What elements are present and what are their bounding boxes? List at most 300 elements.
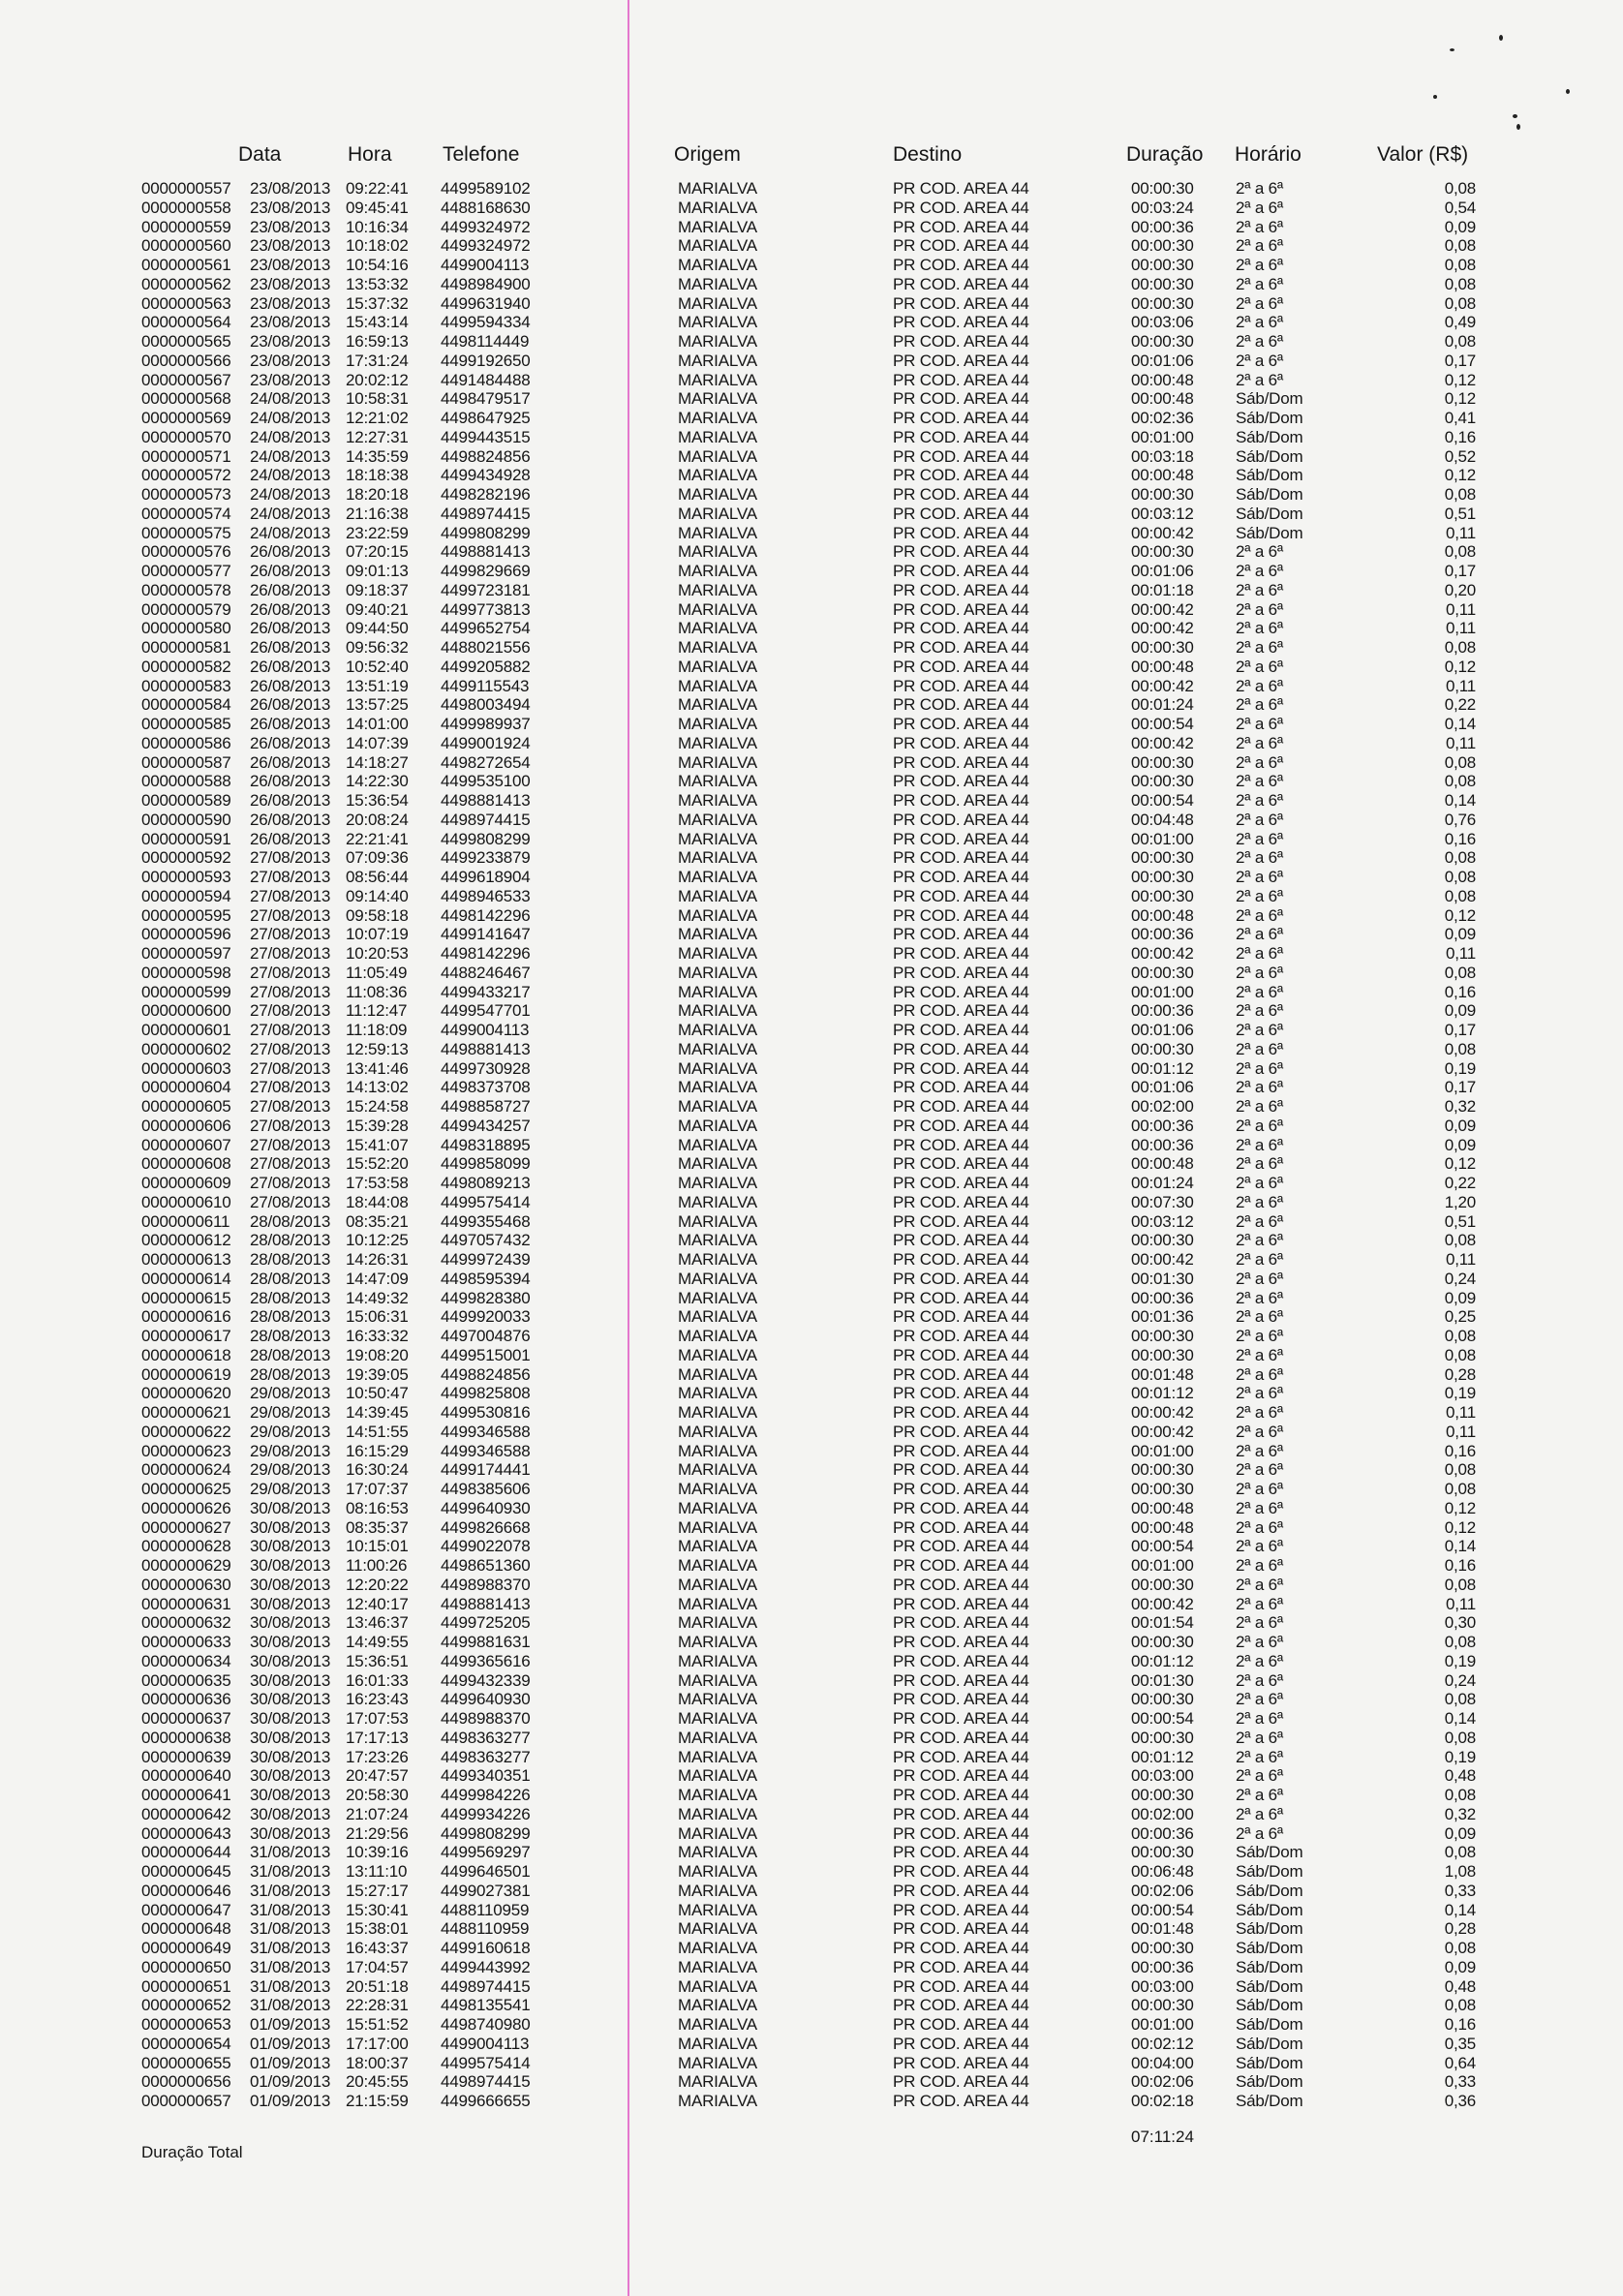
- cell-destino: PR COD. AREA 44: [893, 1384, 1029, 1403]
- cell-origem: MARIALVA: [678, 1403, 757, 1422]
- cell-hora: 09:45:41: [346, 198, 409, 217]
- cell-horario: 2ª a 6ª: [1236, 1670, 1283, 1690]
- cell-origem: MARIALVA: [678, 925, 757, 944]
- cell-id: 0000000568: [141, 389, 231, 409]
- cell-id: 0000000559: [141, 217, 231, 236]
- cell-id: 0000000637: [141, 1709, 231, 1728]
- cell-destino: PR COD. AREA 44: [893, 1747, 1029, 1766]
- cell-hora: 20:02:12: [346, 370, 409, 389]
- cell-data: 31/08/2013: [250, 1939, 331, 1957]
- cell-duracao: 00:00:30: [1131, 1345, 1194, 1364]
- cell-duracao: 00:00:30: [1131, 886, 1194, 905]
- cell-valor: 0,12: [1444, 389, 1476, 409]
- cell-destino: PR COD. AREA 44: [893, 1345, 1029, 1364]
- cell-data: 28/08/2013: [250, 1364, 331, 1384]
- cell-data: 26/08/2013: [250, 562, 331, 580]
- header-data: Data: [238, 143, 282, 166]
- cell-data: 23/08/2013: [250, 274, 331, 293]
- cell-telefone: 4498824856: [441, 446, 531, 466]
- cell-duracao: 00:06:48: [1131, 1862, 1194, 1881]
- cell-origem: MARIALVA: [678, 1537, 757, 1556]
- cell-id: 0000000611: [141, 1211, 230, 1231]
- cell-duracao: 00:00:42: [1131, 619, 1194, 638]
- cell-id: 0000000601: [141, 1021, 231, 1039]
- cell-destino: PR COD. AREA 44: [893, 1058, 1029, 1078]
- cell-id: 0000000570: [141, 427, 231, 446]
- cell-id: 0000000635: [141, 1670, 231, 1690]
- cell-duracao: 00:00:48: [1131, 1154, 1194, 1174]
- cell-data: 30/08/2013: [250, 1613, 331, 1633]
- cell-origem: MARIALVA: [678, 772, 757, 791]
- cell-data: 23/08/2013: [250, 351, 331, 370]
- cell-valor: 0,24: [1444, 1670, 1476, 1690]
- cell-horario: Sáb/Dom: [1236, 523, 1303, 542]
- cell-telefone: 4499515001: [441, 1345, 531, 1364]
- cell-data: 30/08/2013: [250, 1690, 331, 1709]
- cell-data: 23/08/2013: [250, 217, 331, 236]
- cell-telefone: 4499881631: [441, 1633, 531, 1651]
- cell-hora: 14:07:39: [346, 733, 409, 752]
- cell-telefone: 4498881413: [441, 1594, 531, 1613]
- header-duracao: Duração: [1126, 143, 1204, 166]
- cell-valor: 0,08: [1444, 1939, 1476, 1957]
- cell-horario: 2ª a 6ª: [1236, 1786, 1283, 1804]
- cell-hora: 13:57:25: [346, 695, 409, 715]
- cell-destino: PR COD. AREA 44: [893, 733, 1029, 752]
- cell-telefone: 4498881413: [441, 1039, 531, 1058]
- cell-destino: PR COD. AREA 44: [893, 198, 1029, 217]
- cell-destino: PR COD. AREA 44: [893, 1881, 1029, 1900]
- cell-duracao: 00:01:12: [1131, 1747, 1194, 1766]
- cell-hora: 10:54:16: [346, 256, 409, 274]
- cell-telefone: 4488110959: [441, 1900, 530, 1919]
- cell-destino: PR COD. AREA 44: [893, 542, 1029, 562]
- cell-telefone: 4499618904: [441, 868, 531, 886]
- cell-duracao: 00:01:48: [1131, 1919, 1194, 1939]
- cell-telefone: 4499434928: [441, 466, 531, 485]
- cell-hora: 20:47:57: [346, 1766, 409, 1786]
- cell-destino: PR COD. AREA 44: [893, 274, 1029, 293]
- cell-valor: 0,08: [1444, 772, 1476, 791]
- cell-valor: 0,48: [1444, 1766, 1476, 1786]
- cell-id: 0000000654: [141, 2034, 231, 2053]
- cell-valor: 0,08: [1444, 256, 1476, 274]
- cell-horario: 2ª a 6ª: [1236, 1403, 1283, 1422]
- cell-horario: 2ª a 6ª: [1236, 1345, 1283, 1364]
- cell-destino: PR COD. AREA 44: [893, 1154, 1029, 1174]
- cell-horario: Sáb/Dom: [1236, 466, 1303, 485]
- cell-hora: 22:21:41: [346, 829, 409, 848]
- cell-destino: PR COD. AREA 44: [893, 1766, 1029, 1786]
- cell-horario: 2ª a 6ª: [1236, 236, 1283, 256]
- cell-id: 0000000642: [141, 1804, 231, 1823]
- cell-origem: MARIALVA: [678, 1900, 757, 1919]
- cell-id: 0000000636: [141, 1690, 231, 1709]
- cell-valor: 0,14: [1444, 791, 1476, 810]
- cell-horario: 2ª a 6ª: [1236, 733, 1283, 752]
- cell-data: 27/08/2013: [250, 963, 331, 982]
- cell-hora: 08:56:44: [346, 868, 409, 886]
- cell-data: 27/08/2013: [250, 1174, 331, 1192]
- cell-hora: 17:23:26: [346, 1747, 409, 1766]
- cell-id: 0000000631: [141, 1594, 231, 1613]
- cell-telefone: 4499640930: [441, 1690, 531, 1709]
- cell-hora: 17:31:24: [346, 351, 409, 370]
- cell-valor: 0,09: [1444, 217, 1476, 236]
- cell-data: 30/08/2013: [250, 1823, 331, 1843]
- cell-duracao: 00:01:12: [1131, 1651, 1194, 1670]
- cell-destino: PR COD. AREA 44: [893, 944, 1029, 963]
- cell-valor: 0,08: [1444, 1728, 1476, 1747]
- cell-id: 0000000646: [141, 1881, 231, 1900]
- cell-data: 31/08/2013: [250, 1919, 331, 1939]
- cell-id: 0000000564: [141, 313, 231, 332]
- cell-horario: 2ª a 6ª: [1236, 1116, 1283, 1135]
- cell-horario: 2ª a 6ª: [1236, 657, 1283, 676]
- cell-id: 0000000644: [141, 1843, 231, 1862]
- cell-horario: 2ª a 6ª: [1236, 1001, 1283, 1021]
- cell-hora: 13:41:46: [346, 1058, 409, 1078]
- cell-valor: 0,08: [1444, 293, 1476, 313]
- cell-valor: 0,22: [1444, 1174, 1476, 1192]
- cell-duracao: 00:00:30: [1131, 332, 1194, 351]
- cell-valor: 0,24: [1444, 1269, 1476, 1288]
- cell-horario: Sáb/Dom: [1236, 1957, 1303, 1976]
- cell-id: 0000000573: [141, 485, 231, 504]
- cell-horario: 2ª a 6ª: [1236, 868, 1283, 886]
- cell-horario: 2ª a 6ª: [1236, 1613, 1283, 1633]
- cell-duracao: 00:01:00: [1131, 1441, 1194, 1460]
- cell-valor: 0,12: [1444, 466, 1476, 485]
- cell-origem: MARIALVA: [678, 351, 757, 370]
- cell-id: 0000000625: [141, 1480, 231, 1498]
- cell-duracao: 00:02:00: [1131, 1804, 1194, 1823]
- cell-id: 0000000655: [141, 2053, 231, 2072]
- cell-duracao: 00:00:30: [1131, 1327, 1194, 1345]
- cell-horario: 2ª a 6ª: [1236, 1823, 1283, 1843]
- cell-data: 28/08/2013: [250, 1211, 331, 1231]
- cell-horario: 2ª a 6ª: [1236, 217, 1283, 236]
- cell-destino: PR COD. AREA 44: [893, 1900, 1029, 1919]
- cell-horario: 2ª a 6ª: [1236, 179, 1283, 198]
- cell-valor: 0,30: [1444, 1613, 1476, 1633]
- cell-destino: PR COD. AREA 44: [893, 217, 1029, 236]
- cell-valor: 0,11: [1445, 1250, 1476, 1269]
- cell-duracao: 00:01:00: [1131, 1556, 1194, 1575]
- cell-hora: 10:39:16: [346, 1843, 409, 1862]
- cell-hora: 15:30:41: [346, 1900, 409, 1919]
- cell-telefone: 4488110959: [441, 1919, 530, 1939]
- cell-valor: 0,11: [1445, 523, 1476, 542]
- cell-hora: 14:51:55: [346, 1422, 409, 1441]
- cell-destino: PR COD. AREA 44: [893, 1633, 1029, 1651]
- cell-hora: 20:58:30: [346, 1786, 409, 1804]
- cell-telefone: 4499646501: [441, 1862, 531, 1881]
- cell-id: 0000000577: [141, 562, 231, 580]
- cell-duracao: 00:00:30: [1131, 542, 1194, 562]
- cell-id: 0000000647: [141, 1900, 231, 1919]
- cell-valor: 0,51: [1444, 1211, 1476, 1231]
- cell-hora: 15:37:32: [346, 293, 409, 313]
- cell-horario: 2ª a 6ª: [1236, 1154, 1283, 1174]
- cell-data: 26/08/2013: [250, 810, 331, 829]
- cell-horario: 2ª a 6ª: [1236, 944, 1283, 963]
- cell-id: 0000000628: [141, 1537, 231, 1556]
- cell-duracao: 00:00:54: [1131, 1537, 1194, 1556]
- cell-id: 0000000574: [141, 504, 231, 523]
- cell-id: 0000000579: [141, 599, 231, 619]
- cell-origem: MARIALVA: [678, 542, 757, 562]
- cell-duracao: 00:01:12: [1131, 1058, 1194, 1078]
- cell-hora: 15:36:54: [346, 791, 409, 810]
- cell-origem: MARIALVA: [678, 1670, 757, 1690]
- cell-data: 26/08/2013: [250, 580, 331, 599]
- cell-horario: 2ª a 6ª: [1236, 293, 1283, 313]
- cell-id: 0000000624: [141, 1460, 231, 1480]
- cell-id: 0000000621: [141, 1403, 231, 1422]
- cell-duracao: 00:00:48: [1131, 389, 1194, 409]
- cell-origem: MARIALVA: [678, 1307, 757, 1327]
- cell-duracao: 00:00:36: [1131, 217, 1194, 236]
- cell-origem: MARIALVA: [678, 1594, 757, 1613]
- cell-horario: 2ª a 6ª: [1236, 810, 1283, 829]
- cell-hora: 11:00:26: [346, 1556, 408, 1575]
- cell-hora: 14:35:59: [346, 446, 409, 466]
- cell-telefone: 4499594334: [441, 313, 531, 332]
- cell-hora: 14:39:45: [346, 1403, 409, 1422]
- cell-destino: PR COD. AREA 44: [893, 485, 1029, 504]
- cell-horario: 2ª a 6ª: [1236, 1498, 1283, 1517]
- cell-id: 0000000575: [141, 523, 231, 542]
- cell-hora: 17:07:37: [346, 1480, 409, 1498]
- cell-destino: PR COD. AREA 44: [893, 1135, 1029, 1154]
- cell-hora: 18:18:38: [346, 466, 409, 485]
- cell-hora: 09:58:18: [346, 905, 409, 925]
- cell-data: 30/08/2013: [250, 1633, 331, 1651]
- cell-duracao: 00:01:06: [1131, 351, 1194, 370]
- cell-destino: PR COD. AREA 44: [893, 2053, 1029, 2072]
- cell-duracao: 00:00:30: [1131, 752, 1194, 772]
- cell-hora: 10:58:31: [346, 389, 409, 409]
- cell-data: 27/08/2013: [250, 868, 331, 886]
- cell-data: 24/08/2013: [250, 523, 331, 542]
- cell-id: 0000000652: [141, 1996, 231, 2015]
- cell-origem: MARIALVA: [678, 1460, 757, 1480]
- cell-hora: 21:16:38: [346, 504, 409, 523]
- cell-destino: PR COD. AREA 44: [893, 1116, 1029, 1135]
- cell-valor: 0,08: [1444, 752, 1476, 772]
- cell-data: 23/08/2013: [250, 313, 331, 332]
- cell-valor: 0,11: [1445, 733, 1476, 752]
- cell-id: 0000000572: [141, 466, 231, 485]
- cell-duracao: 00:00:36: [1131, 1135, 1194, 1154]
- cell-duracao: 00:02:06: [1131, 1881, 1194, 1900]
- cell-duracao: 00:00:48: [1131, 466, 1194, 485]
- cell-data: 26/08/2013: [250, 657, 331, 676]
- cell-horario: 2ª a 6ª: [1236, 638, 1283, 657]
- cell-valor: 0,35: [1444, 2034, 1476, 2053]
- cell-horario: Sáb/Dom: [1236, 2015, 1303, 2034]
- cell-hora: 15:27:17: [346, 1881, 409, 1900]
- cell-valor: 0,54: [1444, 198, 1476, 217]
- cell-hora: 14:13:02: [346, 1078, 409, 1097]
- cell-data: 26/08/2013: [250, 772, 331, 791]
- cell-hora: 09:18:37: [346, 580, 409, 599]
- cell-id: 0000000585: [141, 715, 231, 733]
- cell-origem: MARIALVA: [678, 1441, 757, 1460]
- cell-data: 31/08/2013: [250, 1900, 331, 1919]
- cell-hora: 14:18:27: [346, 752, 409, 772]
- cell-destino: PR COD. AREA 44: [893, 791, 1029, 810]
- cell-data: 24/08/2013: [250, 485, 331, 504]
- cell-valor: 0,12: [1444, 905, 1476, 925]
- cell-horario: 2ª a 6ª: [1236, 351, 1283, 370]
- cell-origem: MARIALVA: [678, 1231, 757, 1250]
- cell-destino: PR COD. AREA 44: [893, 1804, 1029, 1823]
- cell-duracao: 00:01:00: [1131, 829, 1194, 848]
- cell-duracao: 00:03:18: [1131, 446, 1194, 466]
- cell-destino: PR COD. AREA 44: [893, 1537, 1029, 1556]
- cell-valor: 0,08: [1444, 1843, 1476, 1862]
- cell-data: 30/08/2013: [250, 1728, 331, 1747]
- cell-id: 0000000615: [141, 1288, 231, 1307]
- cell-destino: PR COD. AREA 44: [893, 619, 1029, 638]
- cell-horario: 2ª a 6ª: [1236, 1422, 1283, 1441]
- cell-horario: 2ª a 6ª: [1236, 1728, 1283, 1747]
- cell-telefone: 4499808299: [441, 523, 531, 542]
- cell-origem: MARIALVA: [678, 1039, 757, 1058]
- cell-valor: 0,08: [1444, 963, 1476, 982]
- cell-id: 0000000627: [141, 1517, 231, 1537]
- cell-data: 28/08/2013: [250, 1288, 331, 1307]
- cell-duracao: 00:01:24: [1131, 695, 1194, 715]
- cell-origem: MARIALVA: [678, 217, 757, 236]
- cell-horario: Sáb/Dom: [1236, 389, 1303, 409]
- cell-hora: 10:16:34: [346, 217, 409, 236]
- cell-destino: PR COD. AREA 44: [893, 293, 1029, 313]
- cell-duracao: 00:02:36: [1131, 409, 1194, 427]
- cell-destino: PR COD. AREA 44: [893, 1021, 1029, 1039]
- cell-valor: 0,09: [1444, 925, 1476, 944]
- cell-data: 27/08/2013: [250, 905, 331, 925]
- cell-id: 0000000614: [141, 1269, 231, 1288]
- cell-telefone: 4499346588: [441, 1441, 531, 1460]
- cell-hora: 16:33:32: [346, 1327, 409, 1345]
- cell-valor: 0,08: [1444, 485, 1476, 504]
- cell-data: 26/08/2013: [250, 752, 331, 772]
- cell-id: 0000000583: [141, 676, 231, 695]
- cell-hora: 15:39:28: [346, 1116, 409, 1135]
- cell-origem: MARIALVA: [678, 1747, 757, 1766]
- cell-telefone: 4498988370: [441, 1575, 531, 1594]
- cell-id: 0000000648: [141, 1919, 231, 1939]
- cell-data: 26/08/2013: [250, 638, 331, 657]
- cell-telefone: 4499233879: [441, 848, 531, 868]
- cell-origem: MARIALVA: [678, 1823, 757, 1843]
- cell-valor: 0,14: [1444, 1900, 1476, 1919]
- cell-horario: 2ª a 6ª: [1236, 1288, 1283, 1307]
- cell-hora: 12:40:17: [346, 1594, 409, 1613]
- cell-data: 27/08/2013: [250, 944, 331, 963]
- cell-horario: 2ª a 6ª: [1236, 1269, 1283, 1288]
- cell-horario: 2ª a 6ª: [1236, 1651, 1283, 1670]
- cell-data: 29/08/2013: [250, 1422, 331, 1441]
- cell-hora: 14:49:55: [346, 1633, 409, 1651]
- cell-hora: 12:20:22: [346, 1575, 409, 1594]
- cell-destino: PR COD. AREA 44: [893, 504, 1029, 523]
- cell-id: 0000000593: [141, 868, 231, 886]
- cell-telefone: 4498479517: [441, 389, 531, 409]
- cell-id: 0000000562: [141, 274, 231, 293]
- cell-telefone: 4499174441: [441, 1460, 531, 1480]
- cell-telefone: 4499934226: [441, 1804, 531, 1823]
- cell-horario: Sáb/Dom: [1236, 1996, 1303, 2015]
- cell-data: 30/08/2013: [250, 1537, 331, 1556]
- cell-destino: PR COD. AREA 44: [893, 1862, 1029, 1881]
- cell-id: 0000000619: [141, 1364, 231, 1384]
- cell-data: 26/08/2013: [250, 676, 331, 695]
- cell-data: 31/08/2013: [250, 1957, 331, 1976]
- cell-valor: 0,08: [1444, 274, 1476, 293]
- cell-destino: PR COD. AREA 44: [893, 351, 1029, 370]
- cell-id: 0000000602: [141, 1039, 231, 1058]
- cell-data: 26/08/2013: [250, 695, 331, 715]
- cell-origem: MARIALVA: [678, 2053, 757, 2072]
- cell-id: 0000000582: [141, 657, 231, 676]
- cell-hora: 17:17:00: [346, 2034, 409, 2053]
- cell-telefone: 4498363277: [441, 1747, 531, 1766]
- cell-valor: 0,32: [1444, 1097, 1476, 1116]
- cell-data: 28/08/2013: [250, 1250, 331, 1269]
- cell-telefone: 4499001924: [441, 733, 531, 752]
- cell-origem: MARIALVA: [678, 1786, 757, 1804]
- cell-destino: PR COD. AREA 44: [893, 179, 1029, 198]
- cell-id: 0000000618: [141, 1345, 231, 1364]
- cell-telefone: 4497004876: [441, 1327, 531, 1345]
- cell-data: 27/08/2013: [250, 925, 331, 944]
- cell-origem: MARIALVA: [678, 504, 757, 523]
- header-origem: Origem: [674, 143, 741, 166]
- cell-data: 29/08/2013: [250, 1460, 331, 1480]
- cell-telefone: 4499530816: [441, 1403, 531, 1422]
- cell-hora: 13:51:19: [346, 676, 409, 695]
- cell-duracao: 00:02:00: [1131, 1097, 1194, 1116]
- cell-duracao: 00:00:30: [1131, 1690, 1194, 1709]
- cell-hora: 14:01:00: [346, 715, 409, 733]
- cell-telefone: 4498114449: [441, 332, 530, 351]
- cell-duracao: 00:00:30: [1131, 1039, 1194, 1058]
- cell-destino: PR COD. AREA 44: [893, 925, 1029, 944]
- cell-duracao: 00:00:30: [1131, 1996, 1194, 2015]
- cell-telefone: 4499808299: [441, 829, 531, 848]
- cell-data: 30/08/2013: [250, 1766, 331, 1786]
- cell-origem: MARIALVA: [678, 389, 757, 409]
- cell-origem: MARIALVA: [678, 1881, 757, 1900]
- cell-hora: 15:51:52: [346, 2015, 409, 2034]
- cell-valor: 0,08: [1444, 1231, 1476, 1250]
- cell-telefone: 4499575414: [441, 1192, 531, 1211]
- cell-valor: 0,28: [1444, 1364, 1476, 1384]
- cell-destino: PR COD. AREA 44: [893, 1919, 1029, 1939]
- cell-hora: 22:28:31: [346, 1996, 409, 2015]
- cell-destino: PR COD. AREA 44: [893, 332, 1029, 351]
- cell-duracao: 00:01:12: [1131, 1384, 1194, 1403]
- cell-hora: 18:00:37: [346, 2053, 409, 2072]
- cell-destino: PR COD. AREA 44: [893, 752, 1029, 772]
- cell-duracao: 00:00:30: [1131, 1231, 1194, 1250]
- cell-telefone: 4499652754: [441, 619, 531, 638]
- cell-origem: MARIALVA: [678, 427, 757, 446]
